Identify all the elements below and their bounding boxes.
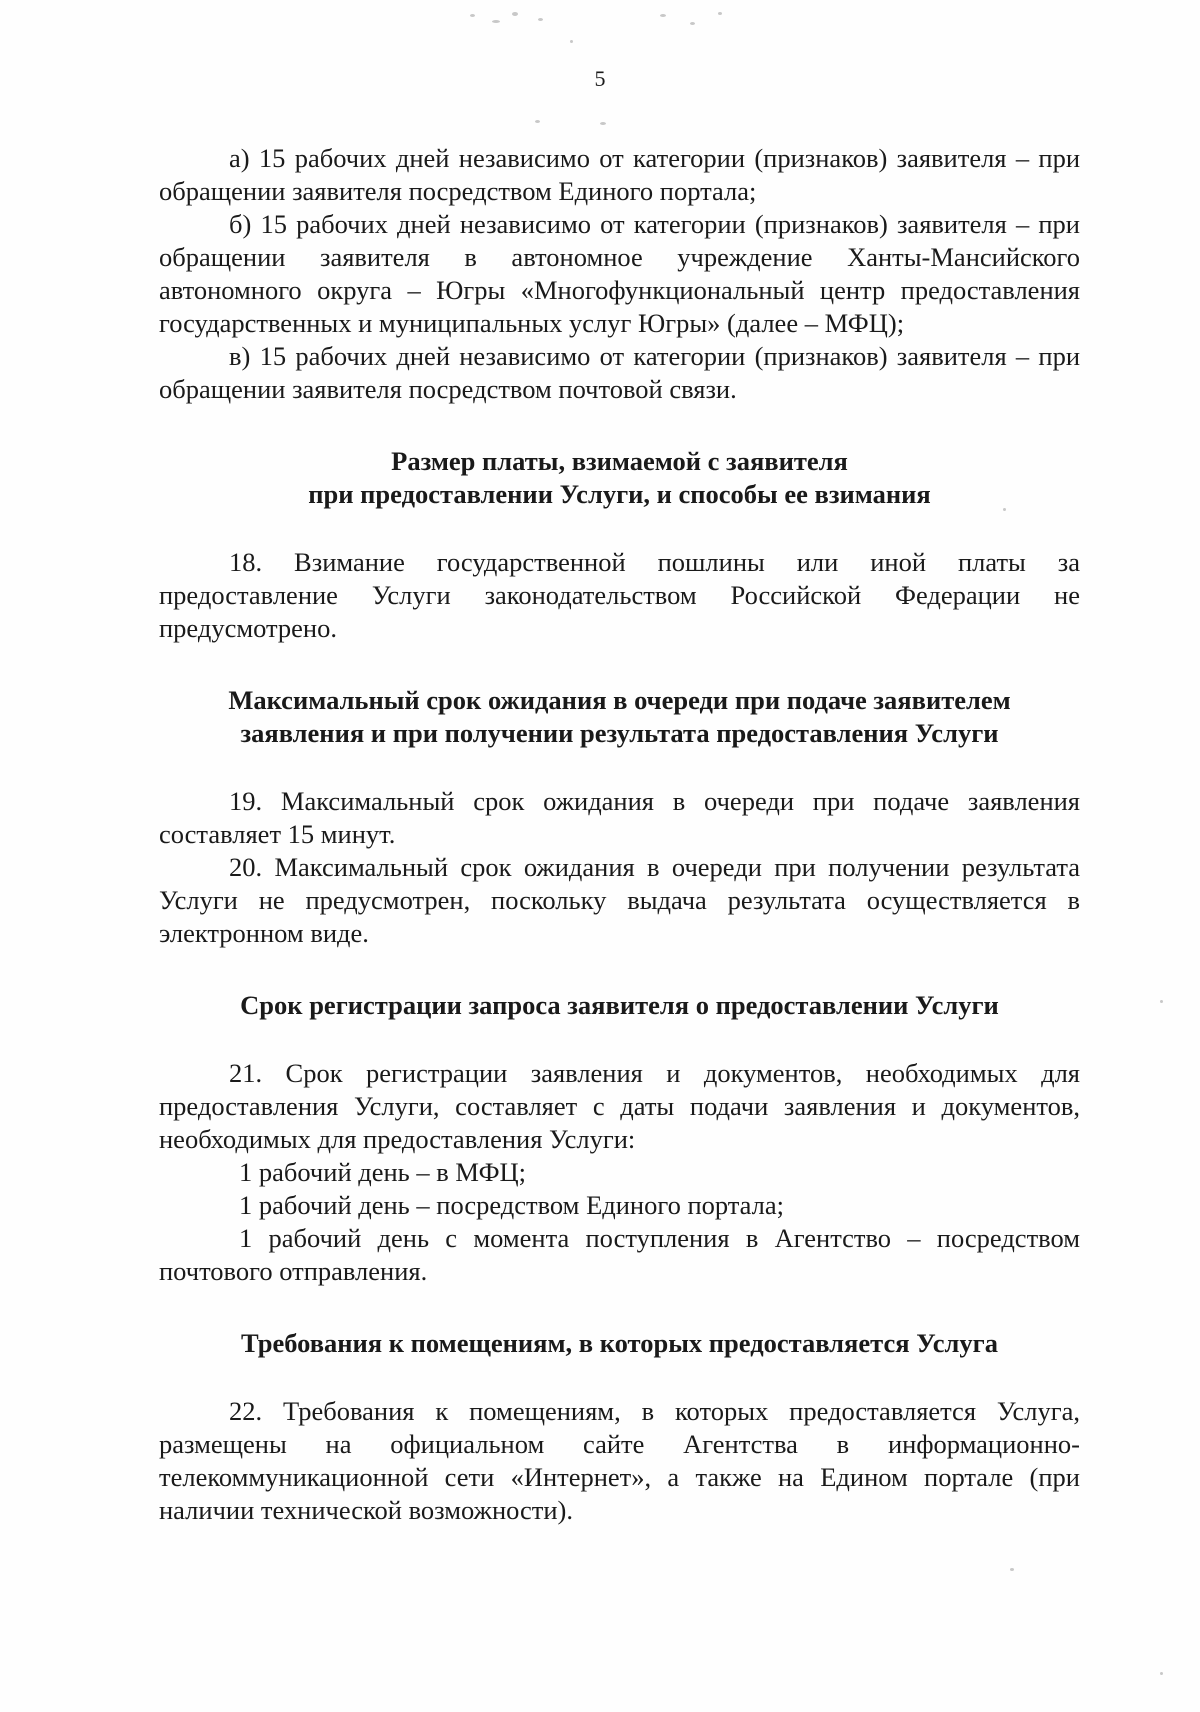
section-heading-queue	[159, 684, 1080, 750]
section-heading-fee	[159, 445, 1080, 511]
scan-speck	[470, 14, 475, 17]
section-heading-registration	[159, 989, 1080, 1022]
scan-speck	[512, 12, 518, 16]
scan-speck	[535, 120, 540, 123]
document-body	[159, 142, 1080, 1527]
paragraph-19: 19. Максимальный срок ожидания в очереди при подаче заявления составляет 15 минут.	[159, 786, 1080, 849]
section-heading-line: Требования к помещениям, в которых предоставляется Услуга	[241, 1328, 998, 1358]
list-item: а) 15 рабочих дней независимо от категории (признаков) заявителя – при обращении заявителя посредством Единого портала;	[159, 143, 1080, 206]
scan-speck	[570, 40, 573, 43]
list-item: 1 рабочий день с момента поступления в Агентство – посредством почтового отправления.	[159, 1223, 1080, 1286]
scan-speck	[600, 122, 606, 125]
scan-speck	[1160, 1000, 1163, 1003]
section-heading-premises	[159, 1327, 1080, 1360]
section-heading-line: Максимальный срок ожидания в очереди при подаче заявителем	[228, 685, 1011, 715]
scan-speck	[690, 22, 695, 25]
list-item: в) 15 рабочих дней независимо от категории (признаков) заявителя – при обращении заявителя посредством почтовой связи.	[159, 341, 1080, 404]
paragraph-22: 22. Требования к помещениям, в которых предоставляется Услуга, размещены на официальном сайте Агентства в информационно-телекоммуникационной сети «Интернет», а также на Едином портале (при наличии технической возможности).	[159, 1396, 1080, 1525]
section-heading-line: Размер платы, взимаемой с заявителя	[391, 446, 848, 476]
scan-speck	[718, 12, 722, 15]
scan-speck	[492, 20, 500, 23]
paragraph-21: 21. Срок регистрации заявления и документов, необходимых для предоставления Услуги, составляет с даты подачи заявления и документов, необходимых для предоставления Услуги:	[159, 1058, 1080, 1154]
paragraph-18: 18. Взимание государственной пошлины или иной платы за предоставление Услуги законодательством Российской Федерации не предусмотрено.	[159, 547, 1080, 643]
paragraph-20: 20. Максимальный срок ожидания в очереди при получении результата Услуги не предусмотрен, поскольку выдача результата осуществляется в электронном виде.	[159, 852, 1080, 948]
section-heading-line: при предоставлении Услуги, и способы ее взимания	[308, 479, 931, 509]
scan-speck	[1160, 1672, 1163, 1675]
section-heading-line: Срок регистрации запроса заявителя о предоставлении Услуги	[240, 990, 999, 1020]
scan-speck	[1010, 1568, 1014, 1571]
section-heading-line: заявления и при получении результата предоставления Услуги	[240, 718, 999, 748]
list-item: б) 15 рабочих дней независимо от категории (признаков) заявителя – при обращении заявителя в автономное учреждение Ханты-Мансийского автономного округа – Югры «Многофункциональный центр предоставления государственных и муниципальных услуг Югры» (далее – МФЦ);	[159, 209, 1080, 338]
list-item: 1 рабочий день – в МФЦ;	[239, 1157, 527, 1187]
scan-speck	[538, 18, 543, 21]
scan-speck	[660, 14, 666, 17]
page-number: 5	[594, 66, 606, 91]
list-item: 1 рабочий день – посредством Единого портала;	[239, 1190, 785, 1220]
